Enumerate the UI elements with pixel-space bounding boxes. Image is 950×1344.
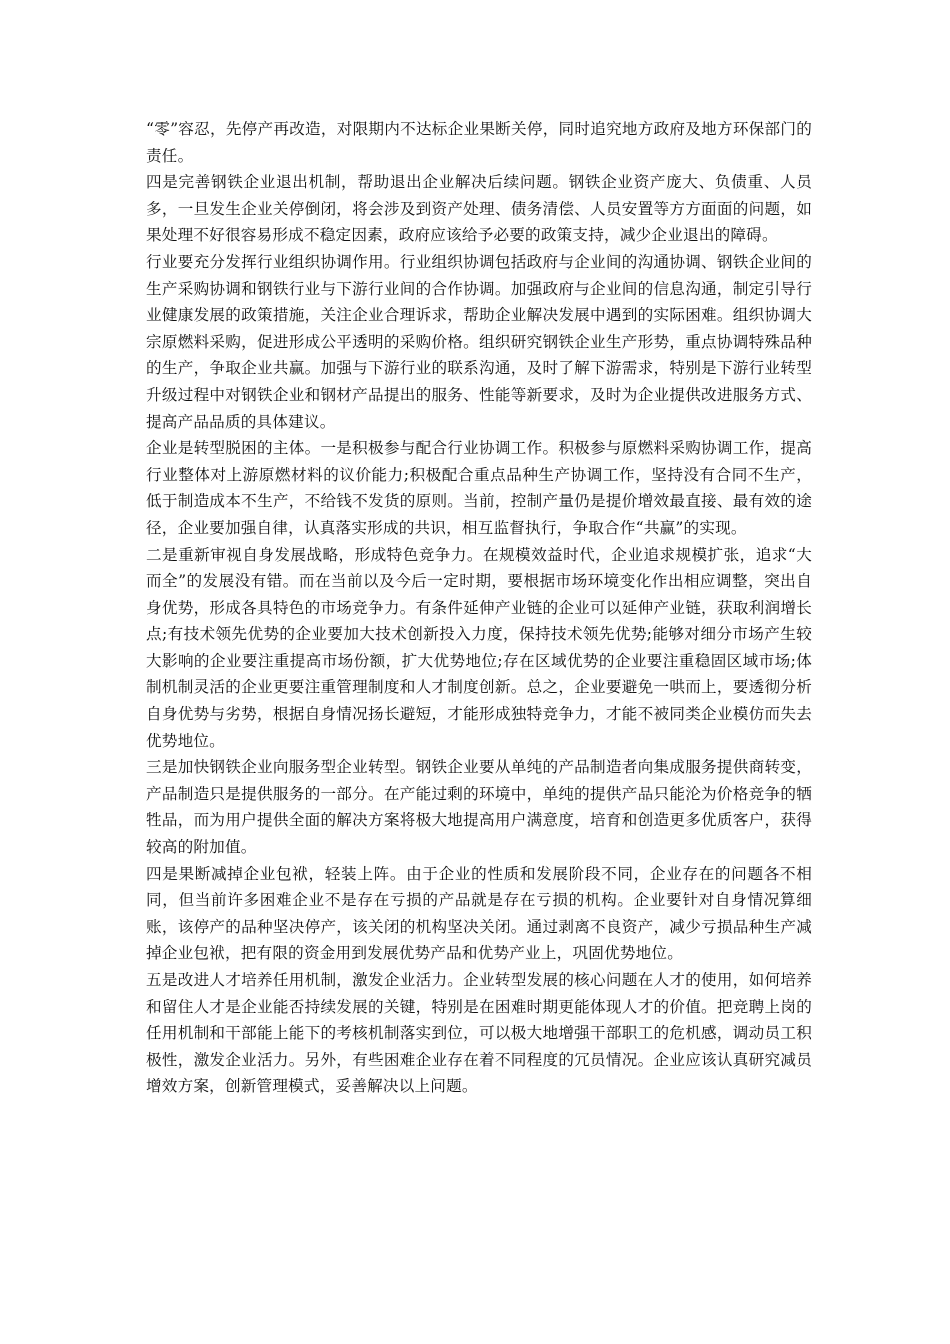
paragraph-service-transformation: 三是加快钢铁企业向服务型企业转型。钢铁企业要从单纯的产品制造者向集成服务提供商转变，产品制造只是提供服务的一部分。在产能过剩的环境中，单纯的提供产品只能沦为价格竞争的牺牲品，而为用户提供全面的解决方案将极大地提高用户满意度，培育和创造更多优质客户，获得较高的附加值。	[146, 758, 812, 857]
paragraph-development-strategy: 二是重新审视自身发展战略，形成特色竞争力。在规模效益时代，企业追求规模扩张，追求“大而全”的发展没有错。而在当前以及今后一定时期，要根据市场环境变化作出相应调整，突出自身优势，形成各具特色的市场竞争力。有条件延伸产业链的企业可以延伸产业链，获取利润增长点;有技术领先优势的企业要加大技术创新投入力度，保持技术领先优势;能够对细分市场产生较大影响的企业要注重提高市场份额，扩大优势地位;存在区域优势的企业要注重稳固区域市场;体制机制灵活的企业更要注重管理制度和人才制度创新。总之，企业要避免一哄而上，要透彻分析自身优势与劣势，根据自身情况扬长避短，才能形成独特竞争力，才能不被同类企业模仿而失去优势地位。	[146, 545, 812, 750]
paragraph-industry-coordination: 行业要充分发挥行业组织协调作用。行业组织协调包括政府与企业间的沟通协调、钢铁企业间的生产采购协调和钢铁行业与下游行业间的合作协调。加强政府与企业间的信息沟通，制定引导行业健康发展的政策措施，关注企业合理诉求，帮助企业解决发展中遇到的实际困难。组织协调大宗原燃料采购，促进形成公平透明的采购价格。组织研究钢铁企业生产形势，重点协调特殊品种的生产，争取企业共赢。加强与下游行业的联系沟通，及时了解下游需求，特别是下游行业转型升级过程中对钢铁企业和钢材产品提出的服务、性能等新要求，及时为企业提供改进服务方式、提高产品品质的具体建议。	[146, 252, 812, 431]
paragraph-zero-tolerance: “零”容忍，先停产再改造，对限期内不达标企业果断关停，同时追究地方政府及地方环保部门的责任。	[146, 120, 812, 165]
document-body	[146, 116, 812, 1100]
paragraph-reduce-burden: 四是果断减掉企业包袱，轻装上阵。由于企业的性质和发展阶段不同，企业存在的问题各不相同，但当前许多困难企业不是存在亏损的产品就是存在亏损的机构。企业要针对自身情况算细账，该停产的品种坚决停产，该关闭的机构坚决关闭。通过剥离不良资产，减少亏损品种生产减掉企业包袱，把有限的资金用到发展优势产品和优势产业上，巩固优势地位。	[146, 864, 812, 963]
paragraph-talent-mechanism: 五是改进人才培养任用机制，激发企业活力。企业转型发展的核心问题在人才的使用，如何培养和留住人才是企业能否持续发展的关键，特别是在困难时期更能体现人才的价值。把竞聘上岗的任用机制和干部能上能下的考核机制落实到位，可以极大地增强干部职工的危机感，调动员工积极性，激发企业活力。另外，有些困难企业存在着不同程度的冗员情况。企业应该认真研究减员增效方案，创新管理模式，妥善解决以上问题。	[146, 971, 812, 1096]
paragraph-exit-mechanism: 四是完善钢铁企业退出机制，帮助退出企业解决后续问题。钢铁企业资产庞大、负债重、人员多，一旦发生企业关停倒闭，将会涉及到资产处理、债务清偿、人员安置等方方面面的问题，如果处理不好很容易形成不稳定因素，政府应该给予必要的政策支持，减少企业退出的障碍。	[146, 173, 812, 245]
paragraph-enterprise-main-body: 企业是转型脱困的主体。一是积极参与配合行业协调工作。积极参与原燃料采购协调工作，提高行业整体对上游原燃材料的议价能力;积极配合重点品种生产协调工作，坚持没有合同不生产，低于制造成本不生产，不给钱不发货的原则。当前，控制产量仍是提价增效最直接、最有效的途径，企业要加强自律，认真落实形成的共识，相互监督执行，争取合作“共赢”的实现。	[146, 439, 812, 537]
